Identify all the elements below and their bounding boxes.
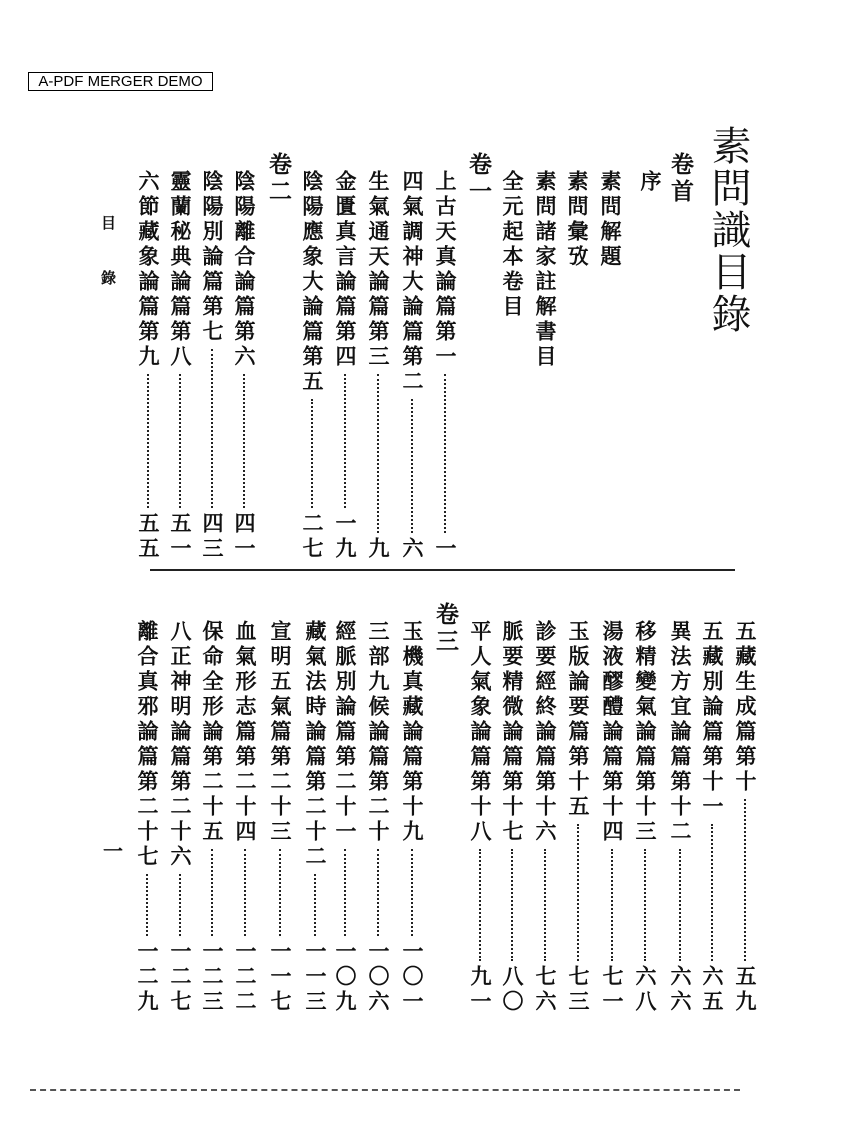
toc-entry: [432, 170, 458, 562]
entry-title: 卷一: [465, 152, 492, 206]
toc-entry: [599, 620, 625, 1015]
dot-leader: [377, 849, 379, 936]
toc-entry: [167, 170, 193, 562]
entry-title: 生氣通天論篇第三: [366, 170, 391, 370]
dot-leader: [314, 874, 316, 936]
dot-leader: [444, 374, 446, 533]
entry-title: 平人氣象論篇第十八: [468, 620, 493, 845]
page-number: 一一三: [303, 940, 328, 1015]
page-number: 七六: [533, 965, 558, 1015]
page-number: 一二九: [135, 940, 160, 1015]
entry-title: 保命全形論第二十五: [200, 620, 225, 845]
page-number: 六: [400, 537, 425, 562]
page-number: 一二二: [233, 940, 258, 1015]
toc-entry: [597, 170, 623, 270]
entry-title: 三部九候論篇第二十: [366, 620, 391, 845]
toc-entry: [399, 170, 425, 562]
toc-entry: [199, 620, 225, 1015]
volume-heading: [432, 602, 458, 656]
entry-title: 血氣形志篇第二十四: [233, 620, 258, 845]
toc-entry: [399, 620, 425, 1015]
dot-leader: [211, 349, 213, 508]
page-number: 一一七: [268, 940, 293, 1015]
toc-entry: [499, 170, 525, 320]
page-number: 五五: [136, 512, 161, 562]
toc-entry: [134, 620, 160, 1015]
entry-title: 經脈別論篇第二十一: [333, 620, 358, 845]
entry-title: 五藏生成篇第十: [733, 620, 758, 795]
volume-heading: [667, 152, 693, 206]
dot-leader: [611, 849, 613, 961]
entry-title: 卷首: [667, 152, 694, 206]
folio-number: 一: [103, 839, 123, 863]
toc-entry: [299, 170, 325, 562]
entry-title: 診要經終論篇第十六: [533, 620, 558, 845]
dot-leader: [244, 849, 246, 936]
entry-title: 異法方宜論篇第十二: [668, 620, 693, 845]
toc-entry: [302, 620, 328, 1015]
toc-entry: [499, 620, 525, 1015]
dot-leader: [211, 849, 213, 936]
toc-entry: [267, 620, 293, 1015]
dot-leader: [479, 849, 481, 961]
toc-entry: [365, 620, 391, 1015]
dot-leader: [344, 374, 346, 508]
page-number: 一〇九: [333, 940, 358, 1015]
toc-entry: [332, 620, 358, 1015]
dot-leader: [147, 374, 149, 508]
watermark-label: A-PDF MERGER DEMO: [28, 72, 213, 91]
page-number: 一〇一: [400, 940, 425, 1015]
toc-entry: [667, 620, 693, 1015]
entry-title: 素問諸家註解書目: [533, 170, 558, 370]
page-number: 六五: [700, 965, 725, 1015]
entry-title: 玉機真藏論篇第十九: [400, 620, 425, 845]
page-number: 二七: [300, 512, 325, 562]
dot-leader: [544, 849, 546, 961]
dot-leader: [146, 874, 148, 936]
entry-title: 四氣調神大論篇第二: [400, 170, 425, 395]
page-number: 五九: [733, 965, 758, 1015]
toc-entry: [732, 620, 758, 1015]
page-number: 一二七: [168, 940, 193, 1015]
margin-label: 目錄: [99, 215, 117, 325]
entry-title: 藏氣法時論篇第二十二: [303, 620, 328, 870]
entry-title: 玉版論要篇第十五: [566, 620, 591, 820]
page-number: 一二三: [200, 940, 225, 1015]
toc-entry: [632, 620, 658, 1015]
dot-leader: [344, 849, 346, 936]
page-number: 一〇六: [366, 940, 391, 1015]
entry-title: 靈蘭秘典論篇第八: [168, 170, 193, 370]
entry-title: 八正神明論篇第二十六: [168, 620, 193, 870]
entry-title: 陰陽應象大論篇第五: [300, 170, 325, 395]
dot-leader: [311, 399, 313, 508]
page-number: 五一: [168, 512, 193, 562]
entry-title: 移精變氣論篇第十三: [633, 620, 658, 845]
volume-heading: [265, 152, 291, 206]
entry-title: 序: [638, 170, 663, 195]
scan-edge-line: [30, 1089, 740, 1093]
entry-title: 五藏別論篇第十一: [700, 620, 725, 820]
page-number: 九: [366, 537, 391, 562]
entry-title: 宣明五氣篇第二十三: [268, 620, 293, 845]
toc-entry: [637, 170, 663, 195]
toc-entry: [199, 170, 225, 562]
dot-leader: [644, 849, 646, 961]
section-divider: [150, 569, 735, 571]
page-number: 八〇: [500, 965, 525, 1015]
dot-leader: [577, 824, 579, 961]
page-title: 素問識目錄: [705, 125, 751, 335]
toc-entry: [467, 620, 493, 1015]
toc-entry: [167, 620, 193, 1015]
toc-entry: [231, 170, 257, 562]
dot-leader: [179, 874, 181, 936]
dot-leader: [679, 849, 681, 961]
entry-title: 素問彙攷: [565, 170, 590, 270]
entry-title: 陰陽離合論篇第六: [232, 170, 257, 370]
dot-leader: [511, 849, 513, 961]
entry-title: 素問解題: [598, 170, 623, 270]
page-number: 七三: [566, 965, 591, 1015]
dot-leader: [179, 374, 181, 508]
entry-title: 湯液醪醴論篇第十四: [600, 620, 625, 845]
dot-leader: [279, 849, 281, 936]
dot-leader: [711, 824, 713, 961]
entry-title: 陰陽別論篇第七: [200, 170, 225, 345]
toc-entry: [332, 170, 358, 562]
entry-title: 六節藏象論篇第九: [136, 170, 161, 370]
page-number: 七一: [600, 965, 625, 1015]
toc-entry: [232, 620, 258, 1015]
toc-entry: [565, 620, 591, 1015]
dot-leader: [243, 374, 245, 508]
page-number: 一: [433, 537, 458, 562]
dot-leader: [411, 399, 413, 533]
page-number: 九一: [468, 965, 493, 1015]
volume-heading: [465, 152, 491, 206]
dot-leader: [744, 799, 746, 961]
dot-leader: [377, 374, 379, 533]
dot-leader: [411, 849, 413, 936]
entry-title: 上古天真論篇第一: [433, 170, 458, 370]
toc-entry: [365, 170, 391, 562]
toc-entry: [135, 170, 161, 562]
page-number: 一九: [333, 512, 358, 562]
entry-title: 全元起本卷目: [500, 170, 525, 320]
toc-entry: [564, 170, 590, 270]
page-number: 四三: [200, 512, 225, 562]
entry-title: 卷二: [265, 152, 292, 206]
entry-title: 金匱真言論篇第四: [333, 170, 358, 370]
toc-entry: [532, 620, 558, 1015]
toc-entry: [532, 170, 558, 370]
page-number: 六八: [633, 965, 658, 1015]
page-number: 四一: [232, 512, 257, 562]
entry-title: 脈要精微論篇第十七: [500, 620, 525, 845]
page-number: 六六: [668, 965, 693, 1015]
entry-title: 卷三: [432, 602, 459, 656]
entry-title: 離合真邪論篇第二十七: [135, 620, 160, 870]
toc-entry: [699, 620, 725, 1015]
